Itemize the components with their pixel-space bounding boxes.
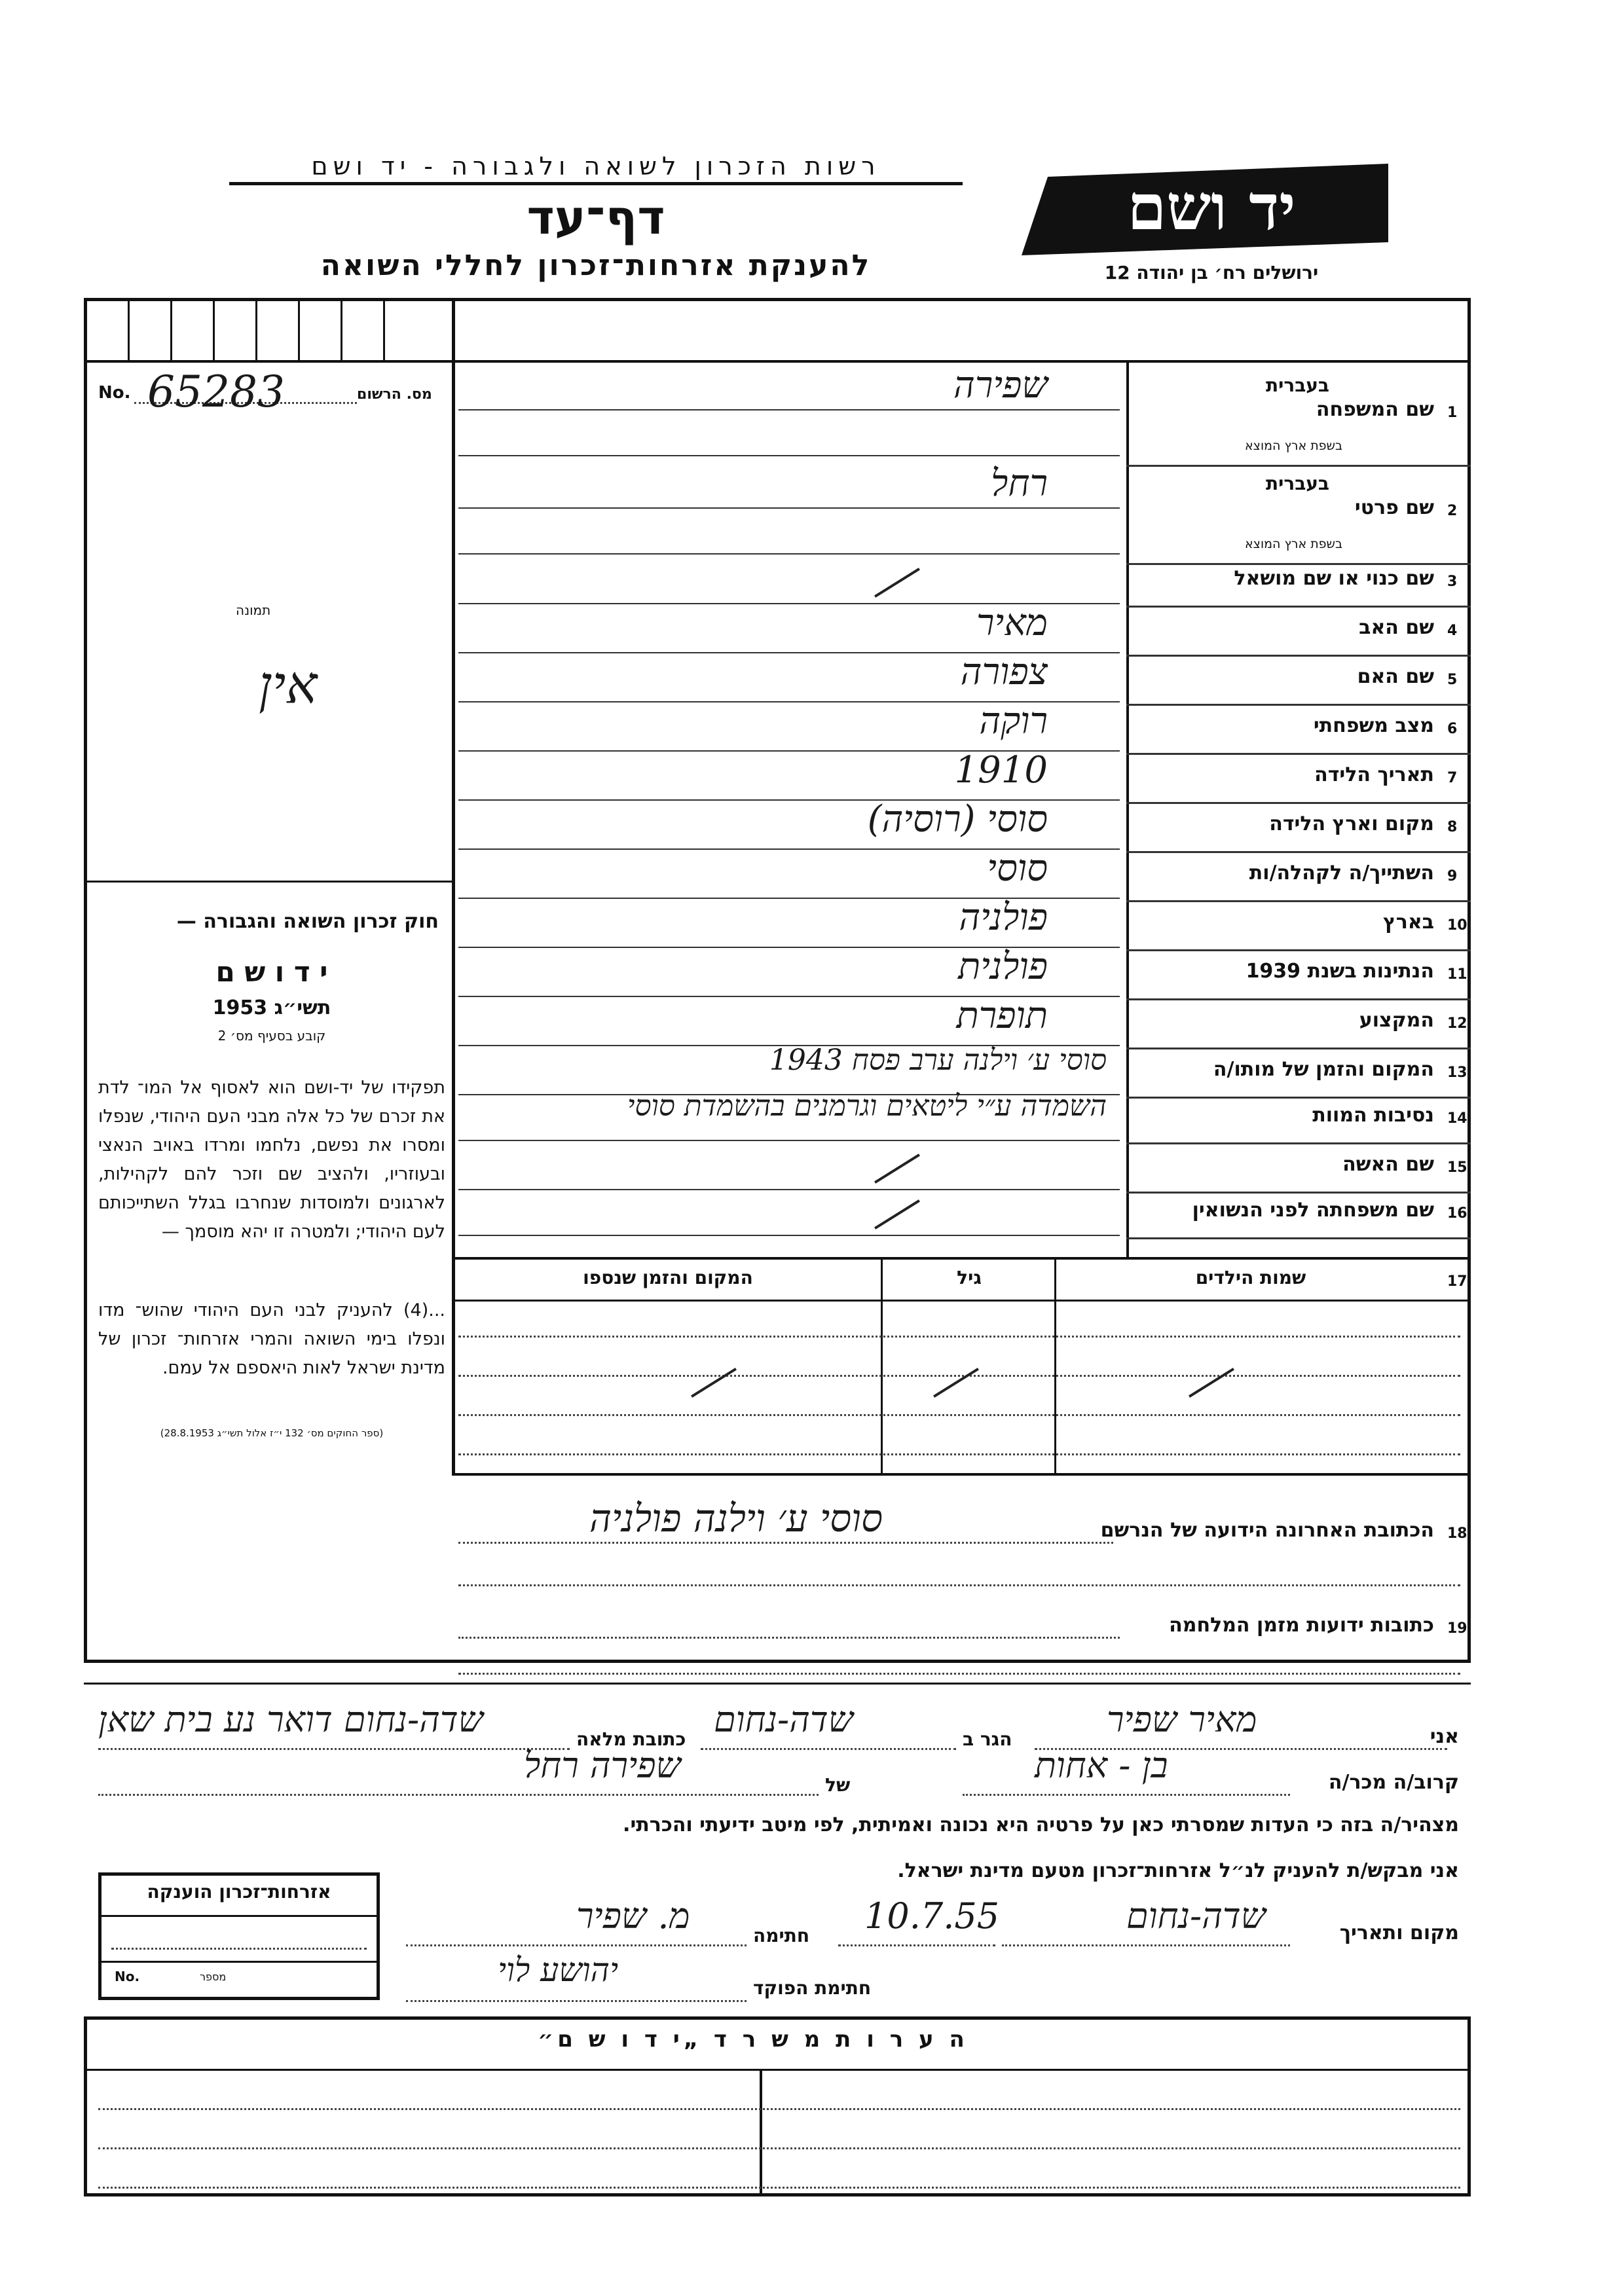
field-9-value: סוסי xyxy=(987,847,1048,890)
place-value: שדה-נחום xyxy=(1126,1895,1266,1937)
field-9-label: השתייך/ה לקהלה/ות xyxy=(1249,862,1434,884)
officer-signature-label: חתימת הפוקד xyxy=(753,1977,872,1999)
field-12-value: תופרת xyxy=(956,994,1048,1037)
logo-text: יד ושם xyxy=(1127,170,1296,244)
law-clause: קובע בסעיף מס׳ 2 xyxy=(217,1028,326,1044)
field-10-num: 10 xyxy=(1447,917,1467,934)
decl-address-value: שדה-נחום דואר נע בית שאן xyxy=(98,1699,483,1740)
field-4-label: שם האב xyxy=(1359,616,1434,639)
field-1-hebrew-tag: בעברית xyxy=(1265,374,1329,396)
citizenship-box-number-label: מספר xyxy=(200,1971,227,1983)
decl-address-label: כתובת מלאה xyxy=(576,1728,686,1750)
field-11-value: פולנית xyxy=(958,945,1048,988)
field-6-label: מצב משפחתי xyxy=(1313,714,1434,737)
place-date-label: מקום ותאריך xyxy=(1339,1922,1459,1944)
field-12-label: המקצוע xyxy=(1359,1009,1434,1032)
field-13-value: סוסי ע׳ וילנה ערב פסח 1943 xyxy=(769,1044,1107,1077)
registration-no-label: No. xyxy=(98,383,131,403)
signature-value: מ. שפיר xyxy=(576,1895,690,1937)
field-2-origin-tag: בשפת ארץ המוצא xyxy=(1244,537,1342,551)
field-7-label: תאריך הלידה xyxy=(1314,763,1434,786)
decl-statement-1: מצהיר/ה בזה כי העדות שמסרתי כאן על פרטיה היא נכונה ואמיתית, לפי מיטב ידיעתי והכרתי. xyxy=(623,1813,1459,1836)
decl-resides-label: הגר ב xyxy=(963,1728,1012,1750)
field-3-num: 3 xyxy=(1447,574,1458,590)
citizenship-box-title: אזרחות־זכרון הוענקה xyxy=(147,1881,331,1903)
form-title: דף־עד xyxy=(526,190,665,245)
field-7-value: 1910 xyxy=(954,749,1048,792)
decl-resides-value: שדה-נחום xyxy=(714,1699,854,1740)
form-subtitle: להענקת אזרחות־זכרון לחללי השואה xyxy=(320,249,872,282)
field-4-value: מאיר xyxy=(976,602,1048,644)
field-2-label: שם פרטי xyxy=(1354,496,1434,519)
law-text-2: ...(4) להעניק לבני העם היהודי שהוש־ מדו ונפלו בימי השואה והמרי אזרחות־ זכרון של מדינת ישראל לאות היאספם אל עמם. xyxy=(98,1300,445,1378)
decl-relative-label: קרוב/ה מכר/ה xyxy=(1328,1771,1459,1794)
address: ירושלים רח׳ בן יהודה 12 xyxy=(1104,262,1319,283)
field-10-value: פולניה xyxy=(959,896,1048,939)
field-13-num: 13 xyxy=(1447,1065,1467,1081)
date-value: 10.7.55 xyxy=(864,1895,1000,1937)
field-1-label: שם המשפחה xyxy=(1316,398,1434,421)
field-2-hebrew-tag: בעברית xyxy=(1265,473,1329,494)
yad-vashem-logo xyxy=(1022,164,1388,255)
field-15-label: שם האשה xyxy=(1342,1153,1434,1176)
field-6-value: רוקה xyxy=(979,700,1048,742)
field-14-num: 14 xyxy=(1447,1110,1467,1127)
registration-label: מס. הרשום xyxy=(357,386,432,403)
field-14-value: השמדה ע״י ליטאים וגרמנים בהשמדת סוסי xyxy=(627,1089,1107,1123)
field-1-value: שפירה xyxy=(953,364,1048,407)
signature-label: חתימה xyxy=(753,1925,810,1946)
field-19-label: כתובות ידועות מזמן המלחמה xyxy=(1169,1614,1434,1637)
field-11-num: 11 xyxy=(1447,966,1467,983)
office-notes-title: ה ע ר ו ת מ ש ר ד „י ד ו ש ם״ xyxy=(538,2026,969,2052)
field-8-value: סוסי (רוסיה) xyxy=(867,798,1048,841)
photo-label: תמונה xyxy=(236,602,271,618)
field-12-num: 12 xyxy=(1447,1015,1467,1032)
decl-relation-of: שפירה רחל xyxy=(524,1745,681,1786)
field-9-num: 9 xyxy=(1447,868,1458,884)
field-3-label: שם כנוי או שם מושאל xyxy=(1234,567,1434,590)
field-14-label: נסיבות המוות xyxy=(1312,1104,1434,1127)
field-1-num: 1 xyxy=(1447,405,1458,421)
field-18-value: סוסי ע׳ וילנה פולניה xyxy=(589,1496,883,1540)
citizenship-box xyxy=(98,1872,380,2000)
field-18-label: הכתובת האחרונה הידועה של הנרשם xyxy=(1100,1519,1434,1542)
field-10-label: בארץ xyxy=(1382,911,1434,934)
registration-number: 65283 xyxy=(147,367,285,417)
decl-relation-value: בן - אחות xyxy=(1035,1745,1168,1786)
law-title: חוק זכרון השואה והגבורה — xyxy=(176,910,439,933)
children-place-header: המקום והזמן שנספו xyxy=(583,1267,753,1288)
field-16-num: 16 xyxy=(1447,1205,1467,1222)
field-19-num: 19 xyxy=(1447,1620,1467,1637)
children-age-header: גיל xyxy=(957,1267,982,1288)
law-footnote: (ספר החוקים מס׳ 132 י״ז אלול תשי״ג 28.8.1953) xyxy=(160,1427,384,1439)
field-7-num: 7 xyxy=(1447,770,1458,786)
org-line: רשות הזכרון לשואה ולגבורה - יד ושם xyxy=(229,152,963,185)
law-year: תשי״ג 1953 xyxy=(212,996,331,1019)
field-4-num: 4 xyxy=(1447,623,1458,639)
decl-statement-2: אני מבקש/ת להעניק לנ״ל אזרחות־זכרון מטעם מדינת ישראל. xyxy=(897,1859,1459,1882)
decl-of-label: של xyxy=(825,1774,851,1796)
field-16-label: שם משפחתה לפני הנשואין xyxy=(1192,1199,1434,1222)
declarant-name: מאיר שפיר xyxy=(1107,1699,1257,1740)
field-1-origin-tag: בשפת ארץ המוצא xyxy=(1244,439,1342,453)
citizenship-box-no: No. xyxy=(115,1969,140,1984)
field-17-num: 17 xyxy=(1447,1273,1467,1290)
field-2-value: רחל xyxy=(991,462,1048,505)
field-8-label: מקום וארץ הלידה xyxy=(1269,812,1434,835)
decl-ani: אני xyxy=(1430,1725,1459,1748)
field-2-num: 2 xyxy=(1447,503,1458,519)
field-5-label: שם האם xyxy=(1357,665,1434,688)
field-18-num: 18 xyxy=(1447,1525,1467,1542)
field-6-num: 6 xyxy=(1447,721,1458,737)
field-5-num: 5 xyxy=(1447,672,1458,688)
law-text-1: תפקידו של יד-ושם הוא לאסוף אל המו־ לדת את זכרם של כל אלה מבני העם היהודי, שנפלו ומסרו את נפשם, נלחמו ומרדו באויב הנאצי ובעוזריו, ולהציב שם וזכר להם לקהילות, לארגונים ולמוסדות שנחרבו בגלל השתייכותם לעם היהודי; ולמטרה זו יהא מוסמך — xyxy=(98,1078,445,1242)
law-name: י ד ו ש ם xyxy=(215,956,328,988)
photo-value: אין xyxy=(259,655,318,716)
field-5-value: צפורה xyxy=(960,651,1048,693)
field-11-label: הנתינות בשנת 1939 xyxy=(1246,960,1434,983)
field-8-num: 8 xyxy=(1447,819,1458,835)
field-15-num: 15 xyxy=(1447,1159,1467,1176)
children-names-header: שמות הילדים xyxy=(1195,1267,1306,1288)
field-13-label: המקום והזמן של מותו/ה xyxy=(1213,1058,1434,1081)
officer-signature-value: יהושע לוי xyxy=(498,1951,619,1989)
